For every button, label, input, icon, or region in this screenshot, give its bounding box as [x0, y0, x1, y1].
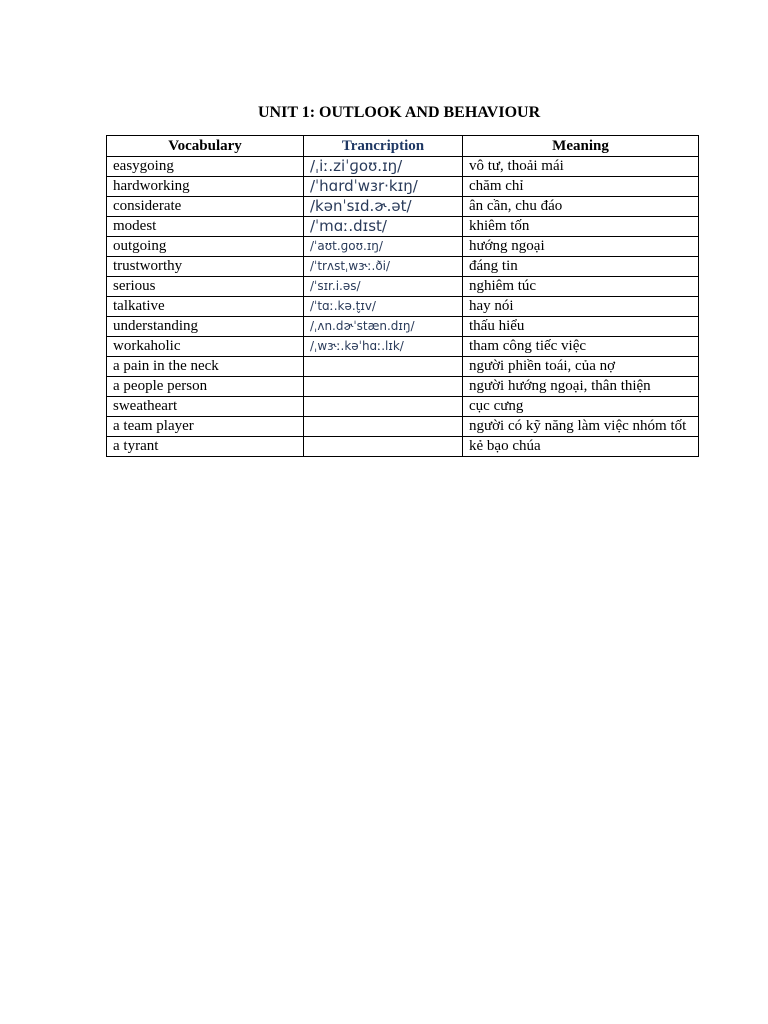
word-cell: modest: [107, 217, 304, 237]
meaning-cell: ân cần, chu đáo: [463, 197, 699, 217]
ipa-cell: [304, 357, 463, 377]
meaning-cell: khiêm tốn: [463, 217, 699, 237]
meaning-cell: vô tư, thoải mái: [463, 157, 699, 177]
word-cell: considerate: [107, 197, 304, 217]
word-cell: easygoing: [107, 157, 304, 177]
header-meaning: Meaning: [463, 136, 699, 157]
meaning-cell: cục cưng: [463, 397, 699, 417]
ipa-cell: [304, 417, 463, 437]
table-row: [107, 257, 699, 277]
word-cell: hardworking: [107, 177, 304, 197]
word-cell: outgoing: [107, 237, 304, 257]
ipa-cell: /ˈsɪr.i.əs/: [304, 277, 463, 297]
table-row: [107, 337, 699, 357]
ipa-cell: [304, 377, 463, 397]
word-cell: serious: [107, 277, 304, 297]
meaning-cell: người có kỹ năng làm việc nhóm tốt: [463, 417, 699, 437]
table-row: [107, 297, 699, 317]
table-row: [107, 157, 699, 177]
meaning-cell: người phiền toái, của nợ: [463, 357, 699, 377]
table-row: [107, 357, 699, 377]
meaning-cell: thấu hiểu: [463, 317, 699, 337]
table-row: [107, 397, 699, 417]
table-row: [107, 237, 699, 257]
meaning-cell: kẻ bạo chúa: [463, 437, 699, 457]
meaning-cell: hay nói: [463, 297, 699, 317]
meaning-cell: chăm chỉ: [463, 177, 699, 197]
meaning-cell: đáng tin: [463, 257, 699, 277]
meaning-cell: người hướng ngoại, thân thiện: [463, 377, 699, 397]
table-row: [107, 177, 699, 197]
ipa-cell: /ˈmɑː.dɪst/: [304, 217, 463, 237]
ipa-cell: /ˈtrʌstˌwɝː.ði/: [304, 257, 463, 277]
ipa-cell: [304, 397, 463, 417]
word-cell: a team player: [107, 417, 304, 437]
page-title: UNIT 1: OUTLOOK AND BEHAVIOUR: [258, 104, 541, 121]
table-row: [107, 277, 699, 297]
table-row: [107, 217, 699, 237]
meaning-cell: tham công tiếc việc: [463, 337, 699, 357]
word-cell: a people person: [107, 377, 304, 397]
table-row: [107, 197, 699, 217]
word-cell: a tyrant: [107, 437, 304, 457]
ipa-cell: /ˌwɝː.kəˈhɑː.lɪk/: [304, 337, 463, 357]
table-row: [107, 437, 699, 457]
header-vocabulary: Vocabulary: [107, 136, 304, 157]
ipa-cell: [304, 437, 463, 457]
word-cell: understanding: [107, 317, 304, 337]
ipa-cell: /ˈaʊt.ɡoʊ.ɪŋ/: [304, 237, 463, 257]
table-row: [107, 417, 699, 437]
ipa-cell: /kənˈsɪd.ɚ.ət/: [304, 197, 463, 217]
ipa-cell: /ˌʌn.dɚˈstæn.dɪŋ/: [304, 317, 463, 337]
word-cell: a pain in the neck: [107, 357, 304, 377]
word-cell: trustworthy: [107, 257, 304, 277]
table-row: [107, 317, 699, 337]
meaning-cell: hướng ngoại: [463, 237, 699, 257]
table-header-row: [107, 136, 699, 157]
ipa-cell: /ˈtɑː.kə.t̬ɪv/: [304, 297, 463, 317]
header-transcription: Trancription: [304, 136, 463, 157]
ipa-cell: /ˈhɑrdˈwɜr·kɪŋ/: [304, 177, 463, 197]
table-row: [107, 377, 699, 397]
word-cell: workaholic: [107, 337, 304, 357]
ipa-cell: /ˌiː.ziˈɡoʊ.ɪŋ/: [304, 157, 463, 177]
word-cell: sweatheart: [107, 397, 304, 417]
meaning-cell: nghiêm túc: [463, 277, 699, 297]
vocabulary-table: [106, 135, 699, 457]
word-cell: talkative: [107, 297, 304, 317]
